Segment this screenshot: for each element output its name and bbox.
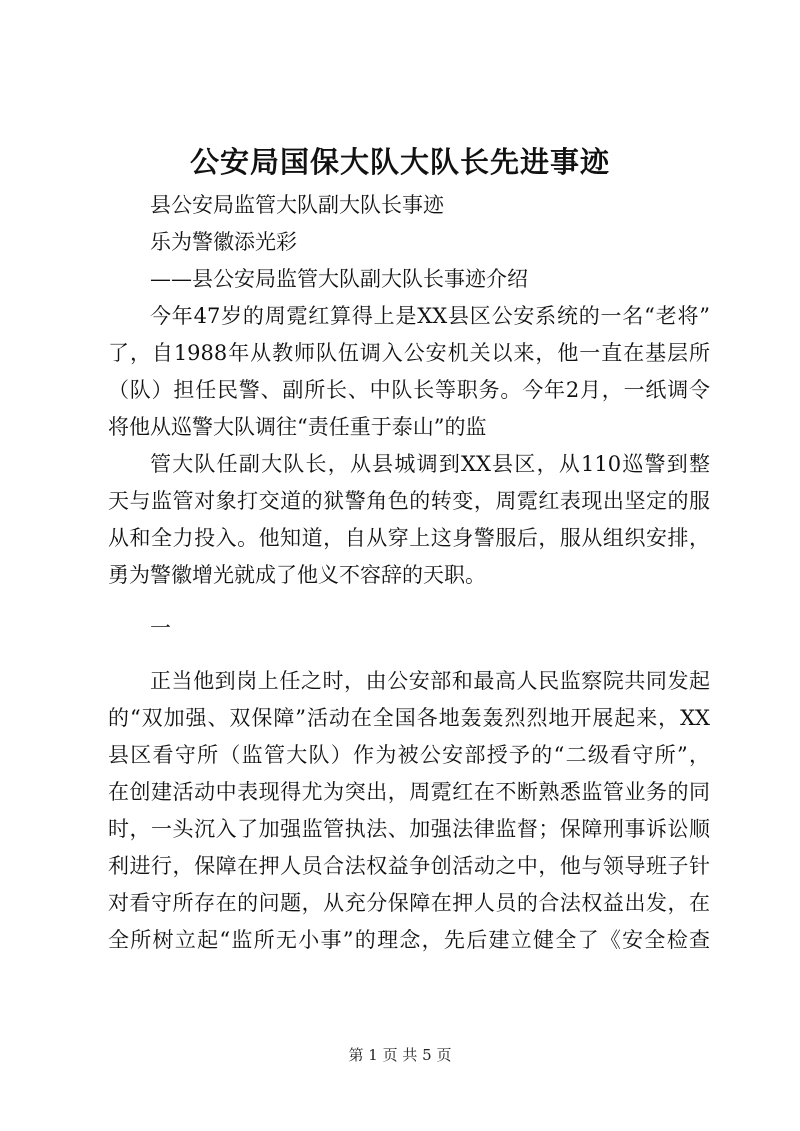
- spacer: [108, 594, 710, 610]
- document-body: [108, 187, 710, 959]
- paragraph: [108, 446, 710, 594]
- paragraph-line: 从和全力投入。他知道，自从穿上这身警服后，服从组织安排，: [108, 526, 710, 550]
- heading-line: 县公安局监管大队副大队长事迹: [150, 193, 444, 217]
- paragraph-line: 天与监管对象打交道的狱警角色的转变，周霓红表现出坚定的服: [108, 489, 710, 513]
- paragraph-line: 管大队任副大队长，从县城调到XX县区，从110巡警到整: [150, 452, 710, 476]
- paragraph-line: 正当他到岗上任之时，由公安部和最高人民监察院共同发起: [150, 669, 710, 693]
- paragraph-line: 时，一头沉入了加强监管执法、加强法律监督；保障刑事诉讼顺: [108, 817, 710, 841]
- paragraph-line: 县区看守所（监管大队）作为被公安部授予的“二级看守所”，: [108, 743, 710, 767]
- paragraph-line: 了，自1988年从教师队伍调入公安机关以来，他一直在基层所: [108, 341, 710, 365]
- paragraph-line: 利进行，保障在押人员合法权益争创活动之中，他与领导班子针: [108, 854, 710, 878]
- section-number: 一: [150, 616, 171, 640]
- paragraph-line: （队）担任民警、副所长、中队长等职务。今年2月，一纸调令: [108, 378, 710, 402]
- paragraph-line: 将他从巡警大队调往“责任重于泰山”的监: [108, 415, 487, 439]
- paragraph-line: 全所树立起“监所无小事”的理念，先后建立健全了《安全检查: [108, 928, 710, 952]
- heading-line: ——县公安局监管大队副大队长事迹介绍: [150, 267, 528, 291]
- paragraph: [108, 663, 710, 959]
- paragraph-line: 对看守所存在的问题，从充分保障在押人员的合法权益出发，在: [108, 891, 710, 915]
- spacer: [108, 647, 710, 663]
- paragraph-line: 勇为警徽增光就成了他义不容辞的天职。: [108, 563, 486, 587]
- paragraph-line: 的“双加强、双保障”活动在全国各地轰轰烈烈地开展起来，XX: [108, 706, 710, 730]
- heading-line: 乐为警徽添光彩: [150, 230, 297, 254]
- paragraph-line: 今年47岁的周霓红算得上是XX县区公安系统的一名“老将”: [150, 304, 710, 328]
- paragraph: [108, 298, 710, 446]
- page-footer: 第 1 页 共 5 页: [348, 1046, 452, 1064]
- document-title: 公安局国保大队大队长先进事迹: [189, 145, 610, 179]
- paragraph-line: 在创建活动中表现得尤为突出，周霓红在不断熟悉监管业务的同: [108, 780, 710, 804]
